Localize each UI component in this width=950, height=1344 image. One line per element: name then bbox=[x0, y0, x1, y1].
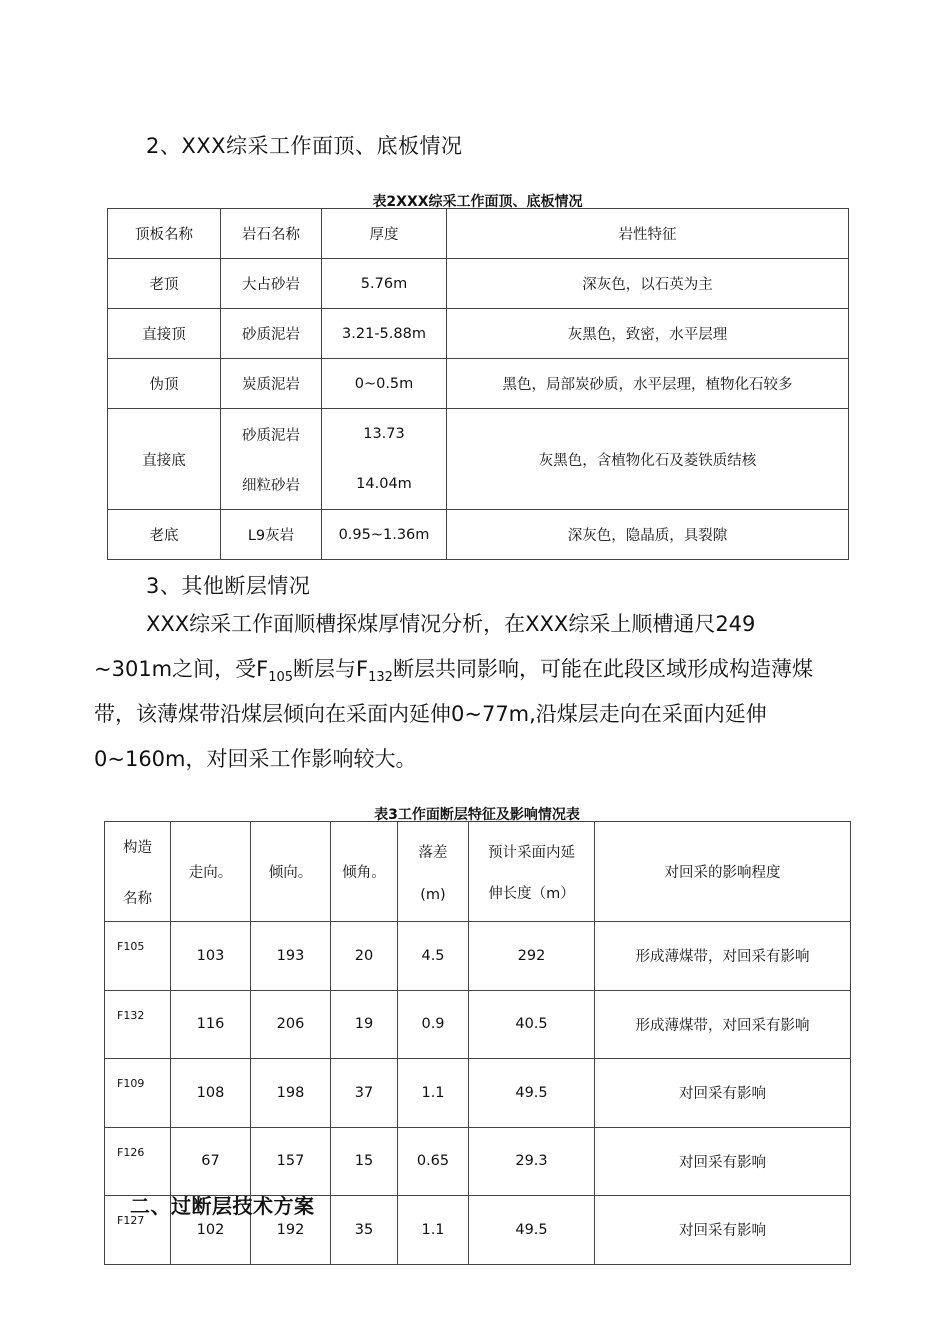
strike-cell: 67 bbox=[171, 1127, 251, 1196]
feature-cell: 灰黑色，致密，水平层理 bbox=[447, 309, 849, 359]
dip-angle-cell: 15 bbox=[331, 1127, 398, 1196]
table-header-row bbox=[105, 822, 851, 922]
roof-name-cell: 直接底 bbox=[108, 409, 221, 510]
header-line: 名称 bbox=[123, 890, 152, 907]
header-cell: 顶板名称 bbox=[108, 209, 221, 259]
header-line: 落差 bbox=[418, 844, 448, 861]
influence-cell: 对回采有影响 bbox=[595, 1127, 851, 1196]
table-row bbox=[105, 1127, 851, 1196]
influence-cell: 形成薄煤带，对回采有影响 bbox=[595, 990, 851, 1059]
dip-direction-cell: 157 bbox=[251, 1127, 331, 1196]
extend-cell: 40.5 bbox=[469, 990, 595, 1059]
throw-cell: 1.1 bbox=[398, 1196, 469, 1265]
extend-cell: 49.5 bbox=[469, 1059, 595, 1128]
table-row bbox=[108, 409, 849, 510]
header-cell: 对回采的影响程度 bbox=[595, 822, 851, 922]
strike-cell: 116 bbox=[171, 990, 251, 1059]
thickness-cell bbox=[322, 409, 447, 510]
strike-cell: 103 bbox=[171, 922, 251, 991]
rock-name-1: 砂质泥岩 bbox=[242, 427, 300, 444]
roof-name-cell: 老底 bbox=[108, 510, 221, 560]
header-cell: 走向。 bbox=[171, 822, 251, 922]
fault-name-cell: F127 bbox=[105, 1196, 171, 1265]
dip-angle-cell: 20 bbox=[331, 922, 398, 991]
fault-subscript: 132 bbox=[368, 670, 393, 686]
throw-cell: 0.65 bbox=[398, 1127, 469, 1196]
section3-heading: 3、其他断层情况 bbox=[146, 574, 311, 598]
header-cell: 倾角。 bbox=[331, 822, 398, 922]
thickness-1: 13.73 bbox=[363, 426, 405, 442]
influence-cell: 形成薄煤带，对回采有影响 bbox=[595, 922, 851, 991]
thickness-cell: 3.21-5.88m bbox=[322, 309, 447, 359]
roof-floor-table bbox=[107, 208, 849, 560]
extend-cell: 49.5 bbox=[469, 1196, 595, 1265]
fault-name-cell: F105 bbox=[105, 922, 171, 991]
header-line: 预计采面内延 bbox=[488, 844, 575, 861]
roof-name-cell: 直接顶 bbox=[108, 309, 221, 359]
header-cell: 倾向。 bbox=[251, 822, 331, 922]
dip-angle-cell: 37 bbox=[331, 1059, 398, 1128]
dip-direction-cell: 198 bbox=[251, 1059, 331, 1128]
throw-cell: 4.5 bbox=[398, 922, 469, 991]
table-header-row bbox=[108, 209, 849, 259]
strike-cell: 102 bbox=[171, 1196, 251, 1265]
thickness-cell: 5.76m bbox=[322, 259, 447, 309]
header-line: (m) bbox=[420, 886, 446, 903]
paragraph-line-3: 带，该薄煤带沿煤层倾向在采面内延伸0~77m,沿煤层走向在采面内延伸 bbox=[94, 702, 767, 726]
table-row bbox=[108, 259, 849, 309]
extend-cell: 292 bbox=[469, 922, 595, 991]
feature-cell: 灰黑色，含植物化石及菱铁质结核 bbox=[447, 409, 849, 510]
strike-cell: 108 bbox=[171, 1059, 251, 1128]
header-cell bbox=[469, 822, 595, 922]
rock-name-cell: 砂质泥岩 bbox=[221, 309, 322, 359]
table-row bbox=[108, 359, 849, 409]
table-row bbox=[108, 510, 849, 560]
roof-name-cell: 老顶 bbox=[108, 259, 221, 309]
feature-cell: 深灰色，以石英为主 bbox=[447, 259, 849, 309]
header-cell: 岩性特征 bbox=[447, 209, 849, 259]
roof-name-cell: 伪顶 bbox=[108, 359, 221, 409]
table2-caption: 表2XXX综采工作面顶、底板情况 bbox=[372, 194, 583, 210]
dip-direction-cell: 193 bbox=[251, 922, 331, 991]
rock-name-cell: L9灰岩 bbox=[221, 510, 322, 560]
thickness-2: 14.04m bbox=[356, 476, 412, 492]
throw-cell: 1.1 bbox=[398, 1059, 469, 1128]
paragraph-line-1: XXX综采工作面顺槽探煤厚情况分析，在XXX综采上顺槽通尺249 bbox=[146, 612, 756, 636]
text-span: 断层共同影响，可能在此段区域形成构造薄煤 bbox=[392, 657, 813, 681]
rock-name-cell: 大占砂岩 bbox=[221, 259, 322, 309]
fault-name-cell: F109 bbox=[105, 1059, 171, 1128]
header-cell: 岩石名称 bbox=[221, 209, 322, 259]
extend-cell: 29.3 bbox=[469, 1127, 595, 1196]
rock-name-cell bbox=[221, 409, 322, 510]
influence-cell: 对回采有影响 bbox=[595, 1059, 851, 1128]
header-cell bbox=[105, 822, 171, 922]
thickness-cell: 0~0.5m bbox=[322, 359, 447, 409]
header-line: 伸长度（m） bbox=[488, 885, 575, 902]
fault-name-cell: F132 bbox=[105, 990, 171, 1059]
rock-name-cell: 炭质泥岩 bbox=[221, 359, 322, 409]
header-cell: 厚度 bbox=[322, 209, 447, 259]
dip-angle-cell: 19 bbox=[331, 990, 398, 1059]
table-row bbox=[108, 309, 849, 359]
paragraph-line-4: 0~160m，对回采工作影响较大。 bbox=[94, 747, 417, 771]
fault-subscript: 105 bbox=[268, 670, 294, 686]
thickness-cell: 0.95~1.36m bbox=[322, 510, 447, 560]
table-row bbox=[105, 922, 851, 991]
text-span: ~301m之间，受F bbox=[94, 657, 269, 681]
dip-direction-cell: 206 bbox=[251, 990, 331, 1059]
table3-caption: 表3工作面断层特征及影响情况表 bbox=[374, 807, 580, 823]
dip-angle-cell: 35 bbox=[331, 1196, 398, 1265]
section2-heading: 2、XXX综采工作面顶、底板情况 bbox=[146, 134, 463, 158]
header-line: 构造 bbox=[123, 839, 152, 856]
feature-cell: 深灰色，隐晶质，具裂隙 bbox=[447, 510, 849, 560]
throw-cell: 0.9 bbox=[398, 990, 469, 1059]
chapter-heading: 二、过断层技术方案 bbox=[130, 1194, 315, 1218]
influence-cell: 对回采有影响 bbox=[595, 1196, 851, 1265]
table-row bbox=[105, 1059, 851, 1128]
feature-cell: 黑色，局部炭砂质，水平层理，植物化石较多 bbox=[447, 359, 849, 409]
text-span: 断层与F bbox=[293, 657, 369, 681]
rock-name-2: 细粒砂岩 bbox=[242, 477, 300, 494]
table-row bbox=[105, 990, 851, 1059]
dip-direction-cell: 192 bbox=[251, 1196, 331, 1265]
header-cell bbox=[398, 822, 469, 922]
fault-name-cell: F126 bbox=[105, 1127, 171, 1196]
